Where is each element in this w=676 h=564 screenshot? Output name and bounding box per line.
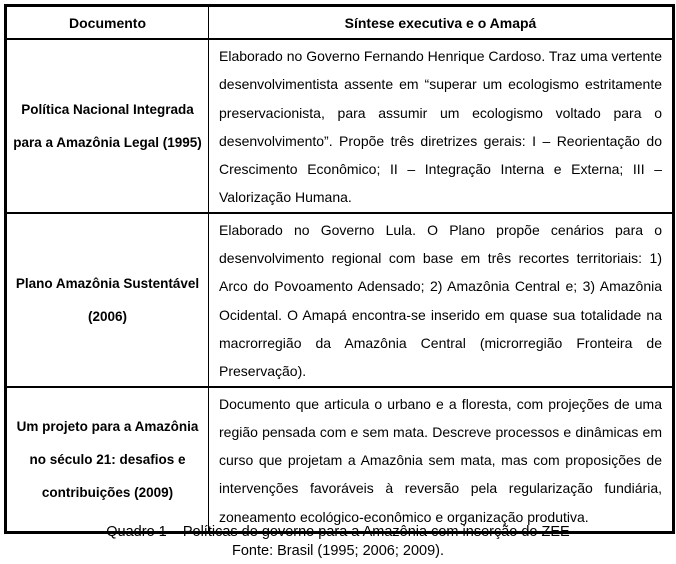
document-title-cell bbox=[6, 213, 209, 387]
table-row bbox=[6, 39, 674, 213]
document-title-line: para a Amazônia Legal (1995) bbox=[13, 134, 202, 150]
document-title-line: no século 21: desafios e bbox=[29, 451, 186, 467]
document-title-line: Plano Amazônia Sustentável bbox=[15, 275, 200, 291]
table-row bbox=[6, 387, 674, 533]
document-title-line: contribuições (2009) bbox=[41, 484, 174, 500]
document-title-line: Um projeto para a Amazônia bbox=[16, 418, 199, 434]
column-header-documento: Documento bbox=[6, 6, 209, 40]
caption-source: Fonte: Brasil (1995; 2006; 2009). bbox=[232, 543, 444, 559]
column-header-sintese: Síntese executiva e o Amapá bbox=[209, 6, 674, 40]
document-title-cell bbox=[6, 39, 209, 213]
synthesis-cell: Documento que articula o urbano e a floresta, com projeções de uma região pensada com e sem mata. Descreve processos e dinâmicas em curso que projetam a Amazônia sem mata, mas com proposições de intervenções favoráveis à reversão pela regularização fundiária, zoneamento ecológico-econômico e organização produtiva. bbox=[209, 387, 674, 533]
table-header-row bbox=[6, 6, 674, 40]
caption-title: Quadro 1 – Políticas de governo para a Amazônia com inserção do ZEE bbox=[106, 524, 570, 540]
table-row bbox=[6, 213, 674, 387]
synthesis-cell: Elaborado no Governo Fernando Henrique Cardoso. Traz uma vertente desenvolvimentista assente em “superar um ecologismo estritamente preservacionista, para assumir um ecologismo voltado para o desenvolvimento”. Propõe três diretrizes gerais: I – Reorientação do Crescimento Econômico; II – Integração Interna e Externa; III – Valorização Humana. bbox=[209, 39, 674, 213]
synthesis-cell: Elaborado no Governo Lula. O Plano propõe cenários para o desenvolvimento regional com base em três recortes territoriais: 1) Arco do Povoamento Adensado; 2) Amazônia Central e; 3) Amazônia Ocidental. O Amapá encontra-se inserido em quase sua totalidade na macrorregião da Amazônia Central (microrregião Fronteira de Preservação). bbox=[209, 213, 674, 387]
document-title-line: (2006) bbox=[87, 308, 128, 324]
table-caption bbox=[0, 523, 676, 561]
document-title-cell bbox=[6, 387, 209, 533]
policies-table bbox=[4, 4, 675, 534]
document-title-line: Política Nacional Integrada bbox=[21, 101, 194, 117]
